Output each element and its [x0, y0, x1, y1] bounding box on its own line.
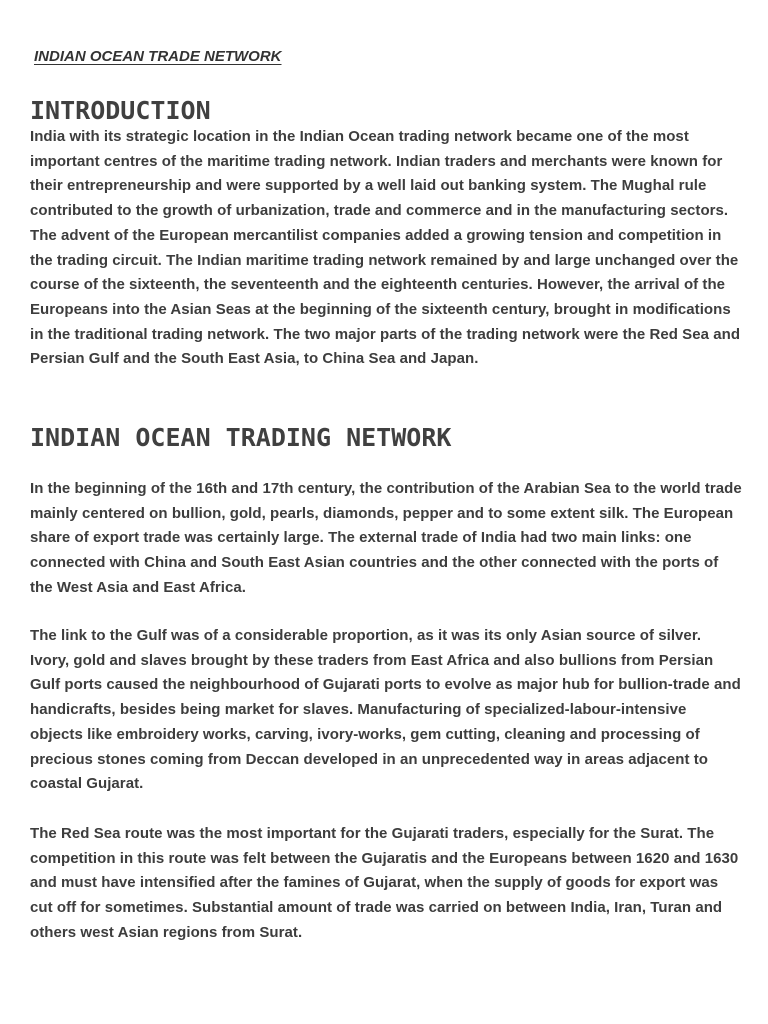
trading-network-paragraph-3: The Red Sea route was the most important for the Gujarati traders, especially for the Surat. The competition in this route was felt between the Gujaratis and the Europeans between 1620 and 1630 and must have intensified after the famines of Gujarat, when the supply of goods for export was cut off for sometimes. Substantial amount of trade was carried on between India, Iran, Turan and others west Asian regions from Surat. — [30, 825, 739, 941]
introduction-heading: INTRODUCTION — [30, 96, 211, 125]
introduction-paragraph: India with its strategic location in the Indian Ocean trading network became one of the most important centres of the maritime trading network. Indian traders and merchants were known for their entrepreneurship and were supported by a well laid out banking system. The Mughal rule contributed to the growth of urbanization, trade and commerce and in the manufacturing sectors. The advent of the European mercantilist companies added a growing tension and competition in the trading circuit. The Indian maritime trading network remained by and large unchanged over the course of the sixteenth, the seventeenth and the eighteenth centuries. However, the arrival of the Europeans into the Asian Seas at the beginning of the sixteenth century, brought in modifications in the traditional trading network. The two major parts of the trading network were the Red Sea and Persian Gulf and the South East Asia, to China Sea and Japan. — [30, 128, 741, 368]
document-title: INDIAN OCEAN TRADE NETWORK — [34, 48, 282, 65]
trading-network-heading: INDIAN OCEAN TRADING NETWORK — [30, 423, 452, 452]
trading-network-paragraph-1: In the beginning of the 16th and 17th century, the contribution of the Arabian Sea to the world trade mainly centered on bullion, gold, pearls, diamonds, pepper and to some extent silk. The European share of export trade was certainly large. The external trade of India had two main links: one connected with China and South East Asian countries and the other connected with the ports of the West Asia and East Africa. — [30, 480, 742, 596]
trading-network-paragraph-2: The link to the Gulf was of a considerable proportion, as it was its only Asian source of silver. Ivory, gold and slaves brought by these traders from East Africa and also bullions from Persian Gulf ports caused the neighbourhood of Gujarati ports to evolve as major hub for bullion-trade and handicrafts, besides being market for slaves. Manufacturing of specialized-labour-intensive objects like embroidery works, carving, ivory-works, gem cutting, cleaning and processing of precious stones coming from Deccan developed in an unprecedented way in areas adjacent to coastal Gujarat. — [30, 627, 741, 793]
